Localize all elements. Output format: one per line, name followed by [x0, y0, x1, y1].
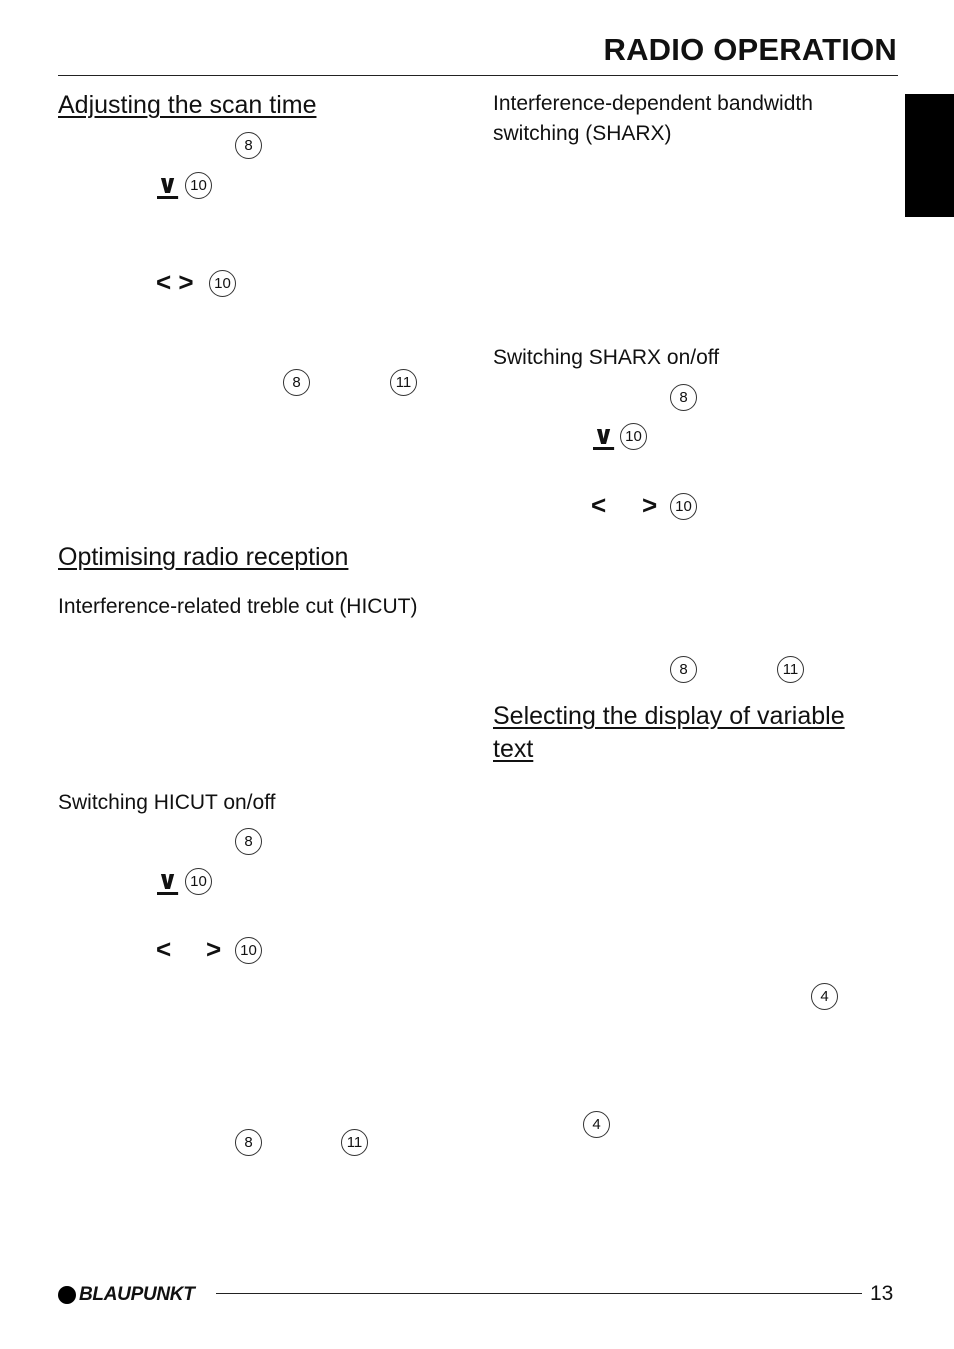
callout-number: 8: [235, 1129, 262, 1156]
left-right-arrow-keys-icon: < >: [156, 267, 194, 297]
down-arrow-key-icon: ∨: [157, 865, 179, 895]
down-arrow-key-icon: ∨: [593, 420, 615, 450]
right-arrow-key-icon: >: [642, 490, 658, 520]
heading-optimising-reception: Optimising radio reception: [58, 543, 349, 571]
callout-number: 10: [620, 423, 647, 450]
callout-number: 8: [670, 656, 697, 683]
section-tab-marker: [905, 94, 954, 217]
callout-number: 10: [185, 868, 212, 895]
callout-number: 11: [390, 369, 417, 396]
callout-number: 10: [235, 937, 262, 964]
subheading-sharx: Interference-dependent bandwidth switching (SHARX): [493, 92, 813, 145]
subheading-hicut: Interference-related treble cut (HICUT): [58, 595, 418, 618]
callout-number: 11: [341, 1129, 368, 1156]
callout-number: 4: [811, 983, 838, 1010]
callout-number: 11: [777, 656, 804, 683]
left-arrow-key-icon: <: [591, 490, 607, 520]
brand-logo: [58, 1284, 195, 1306]
title-rule: [58, 75, 898, 76]
heading-variable-text: Selecting the display of variable: [493, 702, 845, 730]
heading-variable-text-cont: text: [493, 735, 534, 763]
callout-number: 8: [235, 132, 262, 159]
callout-number: 10: [670, 493, 697, 520]
heading-scan-time: Adjusting the scan time: [58, 91, 317, 119]
callout-number: 8: [283, 369, 310, 396]
callout-number: 4: [583, 1111, 610, 1138]
subheading-sharx-switch: Switching SHARX on/off: [493, 346, 720, 369]
callout-number: 8: [235, 828, 262, 855]
callout-number: 8: [670, 384, 697, 411]
page-title: RADIO OPERATION: [603, 32, 897, 67]
brand-name: BLAUPUNKT: [79, 1284, 195, 1305]
down-arrow-key-icon: ∨: [157, 169, 179, 199]
subheading-hicut-switch: Switching HICUT on/off: [58, 791, 276, 814]
callout-number: 10: [209, 270, 236, 297]
brand-dot-icon: [58, 1286, 76, 1304]
right-arrow-key-icon: >: [206, 934, 222, 964]
footer-rule: [216, 1293, 862, 1294]
left-arrow-key-icon: <: [156, 934, 172, 964]
page-number: 13: [870, 1282, 894, 1305]
callout-number: 10: [185, 172, 212, 199]
